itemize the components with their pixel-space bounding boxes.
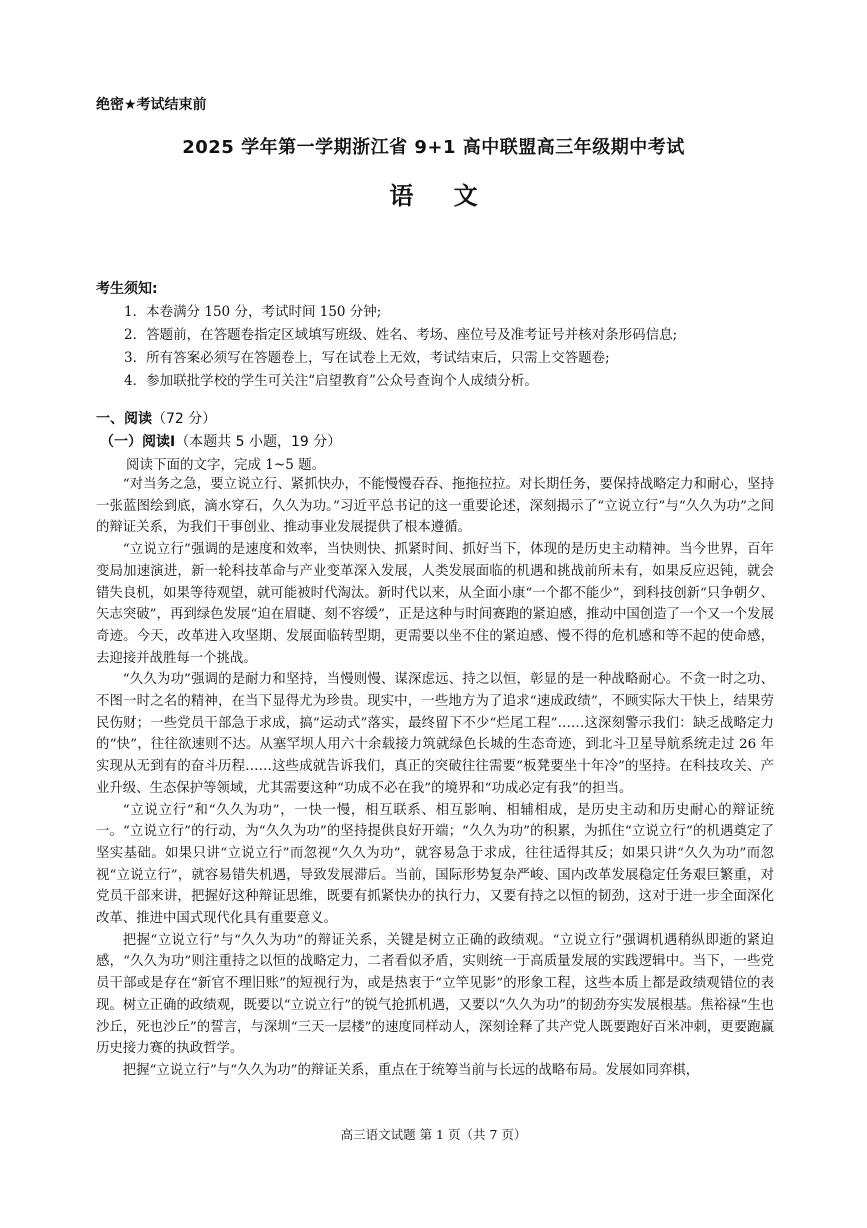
exam-title: 2025 学年第一学期浙江省 9+1 高中联盟高三年级期中考试 [182,137,685,158]
subject-title: 语 文 [389,182,494,210]
subsection-heading-detail: （本题共 5 小题，19 分） [175,434,342,450]
passage-paragraph: “立说立行”和“久久为功”，一快一慢，相互联系、相互影响、相辅相成，是历史主动和历史耐心的辩证统一。“立说立行”的行动，为“久久为功”的坚持提供良好开端；“久久为功”的积累，为抓住“立说立行”的机遇奠定了坚实基础。如果只讲“立说立行”而忽视“久久为功”，就容易急于求成，往往适得其反；如果只讲“久久为功”而忽视“立说立行”，就容易错失机遇，导致发展滞后。当前，国际形势复杂严峻、国内改革发展稳定任务艰巨繁重，对党员干部来讲，把握好这种辩证思维，既要有抓紧快办的执行力，又要有持之以恒的韧劲，这对于进一步全面深化改革、推进中国式现代化具有重要意义。 [96,802,774,927]
notice-item: 1．本卷满分 150 分，考试时间 150 分钟; [124,304,382,320]
page-footer: 高三语文试题 第 1 页（共 7 页） [340,1127,527,1142]
subsection-heading [100,431,341,451]
notice-heading: 考生须知: [96,281,158,297]
passage-paragraph: 把握“立说立行”与“久久为功”的辩证关系，重点在于统筹当前与长远的战略布局。发展如同弈棋， [122,1062,700,1078]
passage-paragraph: “立说立行”强调的是速度和效率，当快则快、抓紧时间、抓好当下，体现的是历史主动精神。当今世界，百年变局加速演进，新一轮科技革命与产业变革深入发展，人类发展面临的机遇和挑战前所未有，如果反应迟钝，就会错失良机，如果等待观望，就可能被时代淘汰。新时代以来，从全面小康“一个都不能少”，到科技创新“只争朝夕、矢志突破”，再到绿色发展“迫在眉睫、刻不容缓”，正是这种与时间赛跑的紧迫感，推动中国创造了一个又一个发展奇迹。今天，改革进入攻坚期、发展面临转型期，更需要以坐不住的紧迫感、慢不得的危机感和等不起的使命感，去迎接并战胜每一个挑战。 [96,542,774,666]
reading-instruction: 阅读下面的文字，完成 1~5 题。 [126,457,326,473]
section-heading-label: 一、阅读 [96,411,152,427]
notice-item: 4．参加联批学校的学生可关注“启望教育”公众号查询个人成绩分析。 [124,373,538,389]
passage-paragraph: “对当务之急，要立说立行、紧抓快办，不能慢慢吞吞、拖拖拉拉。对长期任务，要保持战略定力和耐心，坚持一张蓝图绘到底，滴水穿石，久久为功。”习近平总书记的这一重要论述，深刻揭示了“立说立行”与“久久为功”之间的辩证关系，为我们干事创业、推动事业发展提供了根本遵循。 [96,477,774,536]
subsection-heading-label: （一）阅读Ⅰ [100,434,176,450]
section-heading-points: （72 分） [152,411,217,427]
passage-paragraph: “久久为功”强调的是耐力和坚持，当慢则慢、谋深虑远、持之以恒，彰显的是一种战略耐心。不贪一时之功、不图一时之名的精神，在当下显得尤为珍贵。现实中，一些地方为了追求“速成政绩”，不顾实际大干快上，结果劳民伤财；一些党员干部急于求成，搞“运动式”落实，最终留下不少“烂尾工程”……这深刻警示我们：缺乏战略定力的“快”，往往欲速则不达。从塞罕坝人用六十余载接力筑就绿色长城的生态奇迹，到北斗卫星导航系统走过 26 年实现从无到有的奋斗历程……这些成就告诉我们，真正的突破往往需要“板凳要坐十年冷”的坚持。在科技攻关、产业升级、生态保护等领域，尤其需要这种“功成不必在我”的境界和“功成必定有我”的担当。 [96,672,774,796]
confidential-label: 绝密★考试结束前 [96,97,207,113]
notice-list [124,301,804,393]
section-heading [96,408,216,428]
reading-passage [96,474,774,1082]
notice-item: 3．所有答案必须写在答题卷上，写在试卷上无效，考试结束后，只需上交答题卷; [124,350,610,366]
notice-item: 2．答题前，在答题卷指定区域填写班级、姓名、考场、座位号及准考证号并核对条形码信息; [124,327,678,343]
passage-paragraph: 把握“立说立行”与“久久为功”的辩证关系，关键是树立正确的政绩观。“立说立行”强调机遇稍纵即逝的紧迫感，“久久为功”则注重持之以恒的战略定力，二者看似矛盾，实则统一于高质量发展的实践逻辑中。当下，一些党员干部或是存在“新官不理旧账”的短视行为，或是热衷于“立竿见影”的形象工程，这些本质上都是政绩观错位的表现。树立正确的政绩观，既要以“立说立行”的锐气抢抓机遇，又要以“久久为功”的韧劲夯实发展根基。焦裕禄“生也沙丘，死也沙丘”的誓言，与深圳“三天一层楼”的速度同样动人，深刻诠释了共产党人既要跑好百米冲刺，更要跑赢历史接力赛的执政哲学。 [96,932,774,1057]
